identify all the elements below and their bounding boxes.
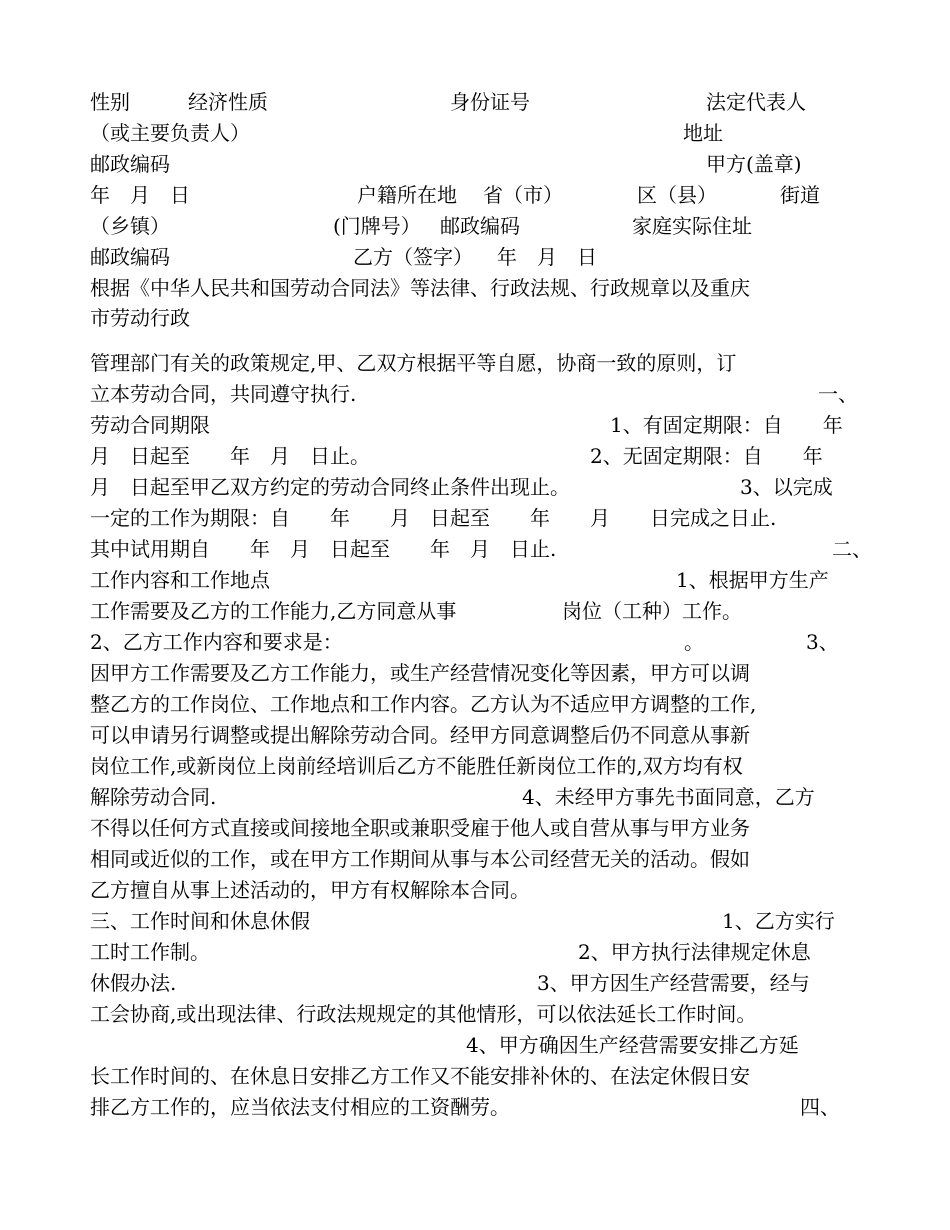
text-segment: 劳动合同期限 — [90, 413, 210, 437]
text-segment: 户籍所在地 — [357, 183, 457, 207]
text-segment: 整乙方的工作岗位、工作地点和工作内容。乙方认为不适应甲方调整的工作, — [90, 692, 757, 716]
text-segment: 省（市） — [483, 183, 563, 207]
text-segment: 根据《中华人民共和国劳动合同法》等法律、行政法规、行政规章以及重庆 — [90, 276, 750, 300]
text-segment: 可以申请另行调整或提出解除劳动合同。经甲方同意调整后仍不同意从事新 — [90, 723, 750, 747]
text-segment: 工会协商,或出现法律、行政法规规定的其他情形，可以依法延长工作时间。 — [90, 1002, 757, 1026]
text-segment: 3、以完成 — [740, 475, 833, 499]
text-segment: 邮政编码 — [90, 245, 170, 269]
text-segment: （乡镇） — [90, 214, 170, 238]
text-segment: 休假办法. — [90, 971, 177, 995]
text-segment: 3、甲方因生产经营需要，经与 — [537, 971, 810, 995]
text-segment: 邮政编码 — [440, 214, 520, 238]
text-segment: 年 月 日 — [90, 183, 190, 207]
text-segment: 一定的工作为期限：自 年 月 日起至 年 月 日完成之日止. — [90, 506, 777, 530]
text-segment: 4、甲方确因生产经营需要安排乙方延 — [466, 1033, 799, 1057]
text-segment: 法定代表人 — [706, 90, 806, 114]
text-segment: 1、有固定期限：自 年 — [610, 413, 843, 437]
text-segment: 工作内容和工作地点 — [90, 568, 270, 592]
text-segment: 一、 — [818, 382, 858, 406]
text-segment: 乙方擅自从事上述活动的，甲方有权解除本合同。 — [90, 878, 530, 902]
text-segment: 长工作时间的、在休息日安排乙方工作又不能安排补休的、在法定休假日安 — [90, 1064, 750, 1088]
text-segment: 相同或近似的工作，或在甲方工作期间从事与本公司经营无关的活动。假如 — [90, 847, 750, 871]
text-segment: 经济性质 — [188, 90, 268, 114]
text-segment: 乙方（签字） — [353, 245, 473, 269]
text-segment: 街道 — [780, 183, 820, 207]
text-segment: 家庭实际住址 — [632, 214, 752, 238]
text-segment: 身份证号 — [450, 90, 530, 114]
text-segment: 地址 — [683, 121, 723, 145]
text-segment: （或主要负责人） — [90, 121, 250, 145]
text-segment: 其中试用期自 年 月 日起至 年 月 日止. — [90, 537, 557, 561]
text-segment: 解除劳动合同. — [90, 785, 217, 809]
text-segment: 岗位工作,或新岗位上岗前经培训后乙方不能胜任新岗位工作的,双方均有权 — [90, 754, 743, 778]
text-segment: 不得以任何方式直接或间接地全职或兼职受雇于他人或自营从事与甲方业务 — [90, 816, 750, 840]
text-segment: 4、未经甲方事先书面同意，乙方 — [522, 785, 815, 809]
text-segment: 排乙方工作的，应当依法支付相应的工资酬劳。 — [90, 1095, 510, 1119]
text-segment: 性别 — [90, 90, 130, 114]
text-segment: 甲方(盖章) — [706, 152, 802, 176]
text-segment: 市劳动行政 — [90, 306, 190, 330]
text-segment: 月 日起至甲乙双方约定的劳动合同终止条件出现止。 — [90, 475, 570, 499]
text-segment: 三、工作时间和休息休假 — [90, 909, 310, 933]
text-segment: 管理部门有关的政策规定,甲、乙双方根据平等自愿，协商一致的原则，订 — [90, 351, 737, 375]
text-segment: 区（县） — [637, 183, 717, 207]
text-segment: 二、 — [832, 537, 872, 561]
text-segment: 2、甲方执行法律规定休息 — [578, 940, 811, 964]
text-segment: 月 日起至 年 月 日止。 — [90, 444, 370, 468]
text-segment: 。 — [684, 630, 704, 654]
text-segment: 年 月 日 — [497, 245, 597, 269]
text-segment: 邮政编码 — [90, 152, 170, 176]
text-segment: 立本劳动合同，共同遵守执行. — [90, 382, 357, 406]
text-segment: 1、根据甲方生产 — [676, 568, 829, 592]
text-segment: 工作需要及乙方的工作能力,乙方同意从事 — [90, 599, 457, 623]
text-segment: (门牌号） — [333, 214, 421, 238]
text-segment: 1、乙方实行 — [722, 909, 835, 933]
text-segment: 3、 — [806, 630, 839, 654]
text-segment: 四、 — [800, 1095, 840, 1119]
text-segment: 2、无固定期限：自 年 — [590, 444, 823, 468]
text-segment: 因甲方工作需要及乙方工作能力，或生产经营情况变化等因素，甲方可以调 — [90, 661, 750, 685]
text-segment: 工时工作制。 — [90, 940, 210, 964]
text-segment: 2、乙方工作内容和要求是： — [90, 630, 343, 654]
text-segment: 岗位（工种）工作。 — [562, 599, 742, 623]
